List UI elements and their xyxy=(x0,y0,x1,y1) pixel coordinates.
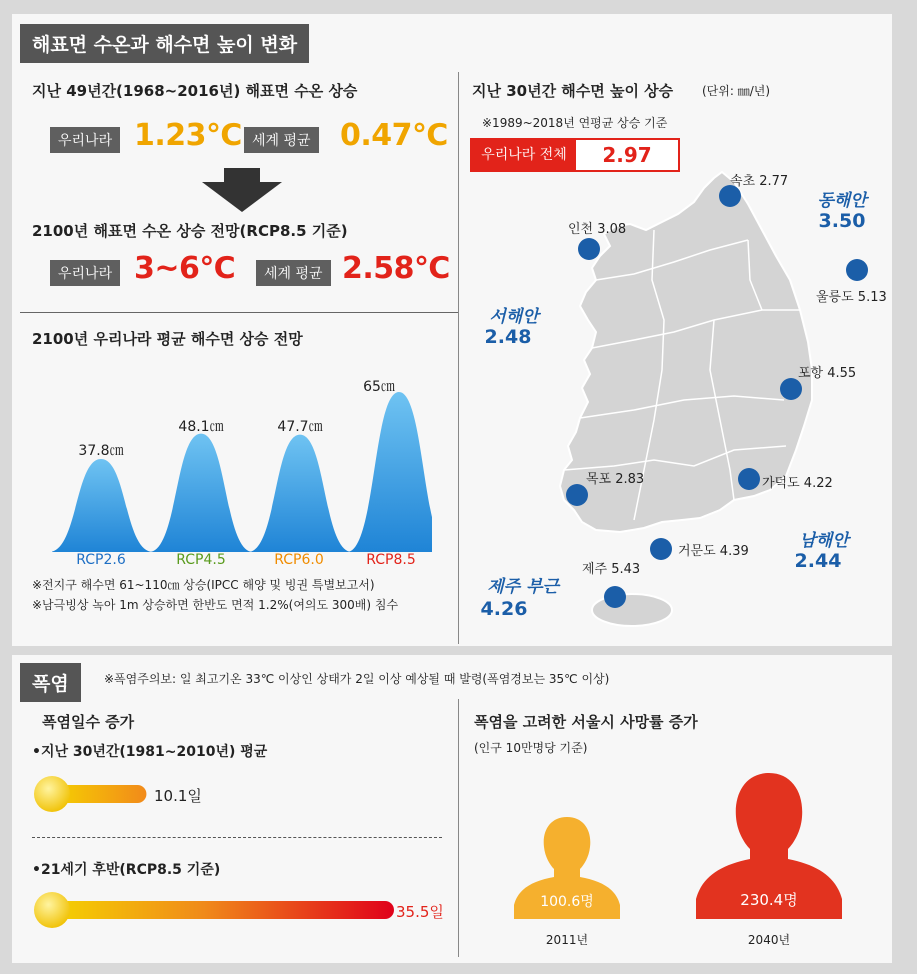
bar-value-rcp60: 47.7㎝ xyxy=(277,419,323,435)
bar-value-rcp45: 48.1㎝ xyxy=(178,419,224,435)
mokpo-dot xyxy=(566,484,588,506)
map-basis: ※1989~2018년 연평균 상승 기준 xyxy=(482,116,668,130)
heatwave-title: 폭염 xyxy=(20,663,81,702)
world-tag: 세계 평균 xyxy=(244,127,319,153)
gadeokdo-dot xyxy=(738,468,760,490)
ulleungdo-dot xyxy=(846,259,868,281)
pohang-dot xyxy=(780,378,802,400)
jeju-dot xyxy=(604,586,626,608)
y2040-label: 2040년 xyxy=(747,933,791,947)
bar-value-rcp85: 65㎝ xyxy=(363,379,395,395)
sea-level-heading: 2100년 우리나라 평균 해수면 상승 전망 xyxy=(32,330,303,348)
future-label: •21세기 후반(RCP8.5 기준) xyxy=(32,862,221,878)
thermometer-bulb-icon xyxy=(34,892,70,928)
rcp26-label: RCP2.6 xyxy=(76,552,126,568)
sea-level-bar-rcp85 xyxy=(347,392,432,552)
national-box xyxy=(470,138,680,172)
sst-heading: 지난 49년간(1968~2016년) 해표면 수온 상승 xyxy=(32,82,358,100)
past-label: •지난 30년간(1981~2010년) 평균 xyxy=(32,744,268,760)
past-value: 10.1일 xyxy=(154,787,202,805)
mortality-heading: 폭염을 고려한 서울시 사망률 증가 xyxy=(474,713,698,731)
sea-level-bar-rcp26 xyxy=(52,459,153,552)
national-value: 2.97 xyxy=(602,143,652,167)
world-forecast-value: 2.58℃ xyxy=(342,251,450,286)
y2040-value: 230.4명 xyxy=(740,891,798,909)
sea-temperature-panel xyxy=(12,14,892,646)
heatwave-panel xyxy=(12,655,892,963)
geomundo-label: 거문도 4.39 xyxy=(678,544,749,559)
korea-tag: 우리나라 xyxy=(50,260,120,286)
west-sea-value: 2.48 xyxy=(484,326,532,348)
map-heading: 지난 30년간 해수면 높이 상승 xyxy=(472,82,674,100)
y2011-value: 100.6명 xyxy=(540,894,594,910)
national-label: 우리나라 전체 xyxy=(472,140,576,170)
gadeokdo-label: 가덕도 4.22 xyxy=(762,476,833,491)
heatwave-advisory: ※폭염주의보: 일 최고기온 33℃ 이상인 상태가 2일 이상 예상될 때 발령(폭염경보는 35℃ 이상) xyxy=(104,672,610,686)
korea-sst-value: 1.23℃ xyxy=(134,118,242,153)
south-sea-name: 남해안 xyxy=(799,531,849,551)
jeju-label: 제주 5.43 xyxy=(582,562,641,577)
section-title: 해표면 수온과 해수면 높이 변화 xyxy=(20,24,309,63)
days-heading: 폭염일수 증가 xyxy=(42,713,135,731)
pohang-label: 포항 4.55 xyxy=(798,366,857,381)
dashed-divider xyxy=(32,837,442,838)
future-value: 35.5일 xyxy=(396,903,444,921)
down-arrow-icon xyxy=(202,168,282,212)
bar-value-rcp26: 37.8㎝ xyxy=(78,443,124,459)
mokpo-label: 목포 2.83 xyxy=(586,472,645,487)
incheon-label: 인천 3.08 xyxy=(568,222,627,237)
note-ipcc: ※전지구 해수면 61~110㎝ 상승(IPCC 해양 및 빙권 특별보고서) xyxy=(32,578,375,592)
korea-tag: 우리나라 xyxy=(50,127,120,153)
sea-level-bar-rcp45 xyxy=(149,434,253,552)
jeju-sea-value: 4.26 xyxy=(480,598,528,620)
geomundo-dot xyxy=(650,538,672,560)
divider xyxy=(20,312,458,313)
east-sea-name: 동해안 xyxy=(817,191,867,211)
map-unit: (단위: ㎜/년) xyxy=(702,84,771,98)
y2011-label: 2011년 xyxy=(545,933,589,947)
rcp45-label: RCP4.5 xyxy=(176,552,226,568)
vertical-divider xyxy=(458,699,459,957)
ulleungdo-label: 울릉도 5.13 xyxy=(816,290,887,305)
thermometer-bulb-icon xyxy=(34,776,70,812)
mortality-basis: (인구 10만명당 기준) xyxy=(474,741,588,755)
future-thermometer xyxy=(32,891,402,931)
forecast-heading: 2100년 해표면 수온 상승 전망(RCP8.5 기준) xyxy=(32,222,348,240)
future-bar xyxy=(48,901,394,919)
east-sea-value: 3.50 xyxy=(818,210,866,232)
incheon-dot xyxy=(578,238,600,260)
west-sea-name: 서해안 xyxy=(489,307,539,327)
world-tag: 세계 평균 xyxy=(256,260,331,286)
korea-forecast-value: 3~6℃ xyxy=(134,251,236,286)
vertical-divider xyxy=(458,72,459,644)
jeju-sea-name: 제주 부근 xyxy=(487,577,559,597)
south-sea-value: 2.44 xyxy=(794,550,842,572)
sea-level-bar-rcp60 xyxy=(248,435,352,552)
world-sst-value: 0.47℃ xyxy=(340,118,448,153)
sokcho-label: 속초 2.77 xyxy=(730,174,789,189)
rcp60-label: RCP6.0 xyxy=(274,552,324,568)
note-antarctic: ※남극빙상 녹아 1m 상승하면 한반도 면적 1.2%(여의도 300배) 침수 xyxy=(32,598,399,612)
rcp85-label: RCP8.5 xyxy=(366,552,416,568)
